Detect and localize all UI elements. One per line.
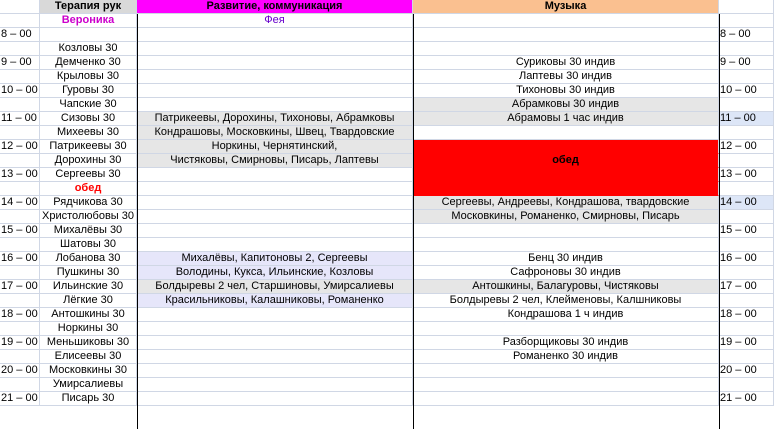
schedule-row	[0, 322, 774, 336]
music-cell[interactable]	[413, 140, 719, 154]
time-right-cell[interactable]: 12 – 00	[719, 140, 774, 154]
schedule-row	[0, 70, 774, 84]
time-cell[interactable]	[0, 42, 40, 56]
development-cell[interactable]	[137, 378, 413, 392]
time-cell[interactable]	[0, 210, 40, 224]
hands-therapy-cell[interactable]: Норкины 30	[40, 322, 137, 336]
schedule-row	[0, 210, 774, 224]
schedule-row	[0, 266, 774, 280]
music-cell[interactable]: Сафроновы 30 индив	[413, 266, 719, 280]
music-cell[interactable]: Антошкины, Балагуровы, Чистяковы	[413, 280, 719, 294]
music-cell[interactable]: Сергеевы, Андреевы, Кондрашова, твардовские	[413, 196, 719, 210]
column-separator	[413, 14, 414, 429]
header-right-cell[interactable]	[719, 0, 774, 14]
development-cell[interactable]: Красильниковы, Калашниковы, Романенко	[137, 294, 413, 308]
music-cell[interactable]: Болдыревы 2 чел, Клейменовы, Калшниковы	[413, 294, 719, 308]
development-cell[interactable]	[137, 84, 413, 98]
hands-therapy-cell[interactable]: обед	[40, 182, 137, 196]
hands-therapy-cell[interactable]: Христолюбовы 30	[40, 210, 137, 224]
time-right-cell[interactable]	[719, 294, 774, 308]
time-right-cell[interactable]	[719, 182, 774, 196]
schedule-row	[0, 98, 774, 112]
time-right-cell[interactable]: 13 – 00	[719, 168, 774, 182]
time-right-cell[interactable]: 11 – 00	[719, 112, 774, 126]
development-cell[interactable]	[137, 196, 413, 210]
music-cell[interactable]: Московкины, Романенко, Смирновы, Писарь	[413, 210, 719, 224]
time-right-cell[interactable]: 20 – 00	[719, 364, 774, 378]
hands-therapy-cell[interactable]: Умирсалиевы	[40, 378, 137, 392]
time-right-cell[interactable]	[719, 42, 774, 56]
time-cell[interactable]	[0, 294, 40, 308]
header-music[interactable]: Музыка	[413, 0, 719, 14]
time-cell[interactable]	[0, 154, 40, 168]
development-cell[interactable]	[137, 224, 413, 238]
schedule-row	[0, 336, 774, 350]
time-right-cell[interactable]	[719, 70, 774, 84]
development-cell[interactable]	[137, 56, 413, 70]
time-right-cell[interactable]	[719, 126, 774, 140]
header-hands-therapy[interactable]: Терапия рук	[40, 0, 137, 14]
development-cell[interactable]: Чистяковы, Смирновы, Писарь, Лаптевы	[137, 154, 413, 168]
time-cell[interactable]: 11 – 00	[0, 112, 40, 126]
time-right-cell[interactable]: 8 – 00	[719, 28, 774, 42]
time-cell[interactable]: 8 – 00	[0, 28, 40, 42]
time-right-cell[interactable]	[719, 266, 774, 280]
hands-therapy-cell[interactable]: Гуровы 30	[40, 84, 137, 98]
time-cell[interactable]	[0, 98, 40, 112]
music-cell[interactable]	[413, 392, 719, 406]
time-cell[interactable]: 9 – 00	[0, 56, 40, 70]
schedule-row	[0, 294, 774, 308]
hands-therapy-cell[interactable]: Пушкины 30	[40, 266, 137, 280]
hands-therapy-cell[interactable]: Ильинские 30	[40, 280, 137, 294]
hands-therapy-cell[interactable]: Меньшиковы 30	[40, 336, 137, 350]
schedule-row	[0, 392, 774, 406]
music-cell[interactable]: Бенц 30 индив	[413, 252, 719, 266]
time-cell[interactable]: 10 – 00	[0, 84, 40, 98]
subheader-row	[0, 14, 774, 28]
time-cell[interactable]	[0, 322, 40, 336]
development-cell[interactable]: Патрикеевы, Дорохины, Тихоновы, Абрамковы	[137, 112, 413, 126]
time-right-cell[interactable]: 21 – 00	[719, 392, 774, 406]
development-cell[interactable]	[137, 28, 413, 42]
music-cell[interactable]	[413, 126, 719, 140]
development-cell[interactable]	[137, 70, 413, 84]
time-right-cell[interactable]	[719, 98, 774, 112]
hands-therapy-cell[interactable]: Дорохины 30	[40, 154, 137, 168]
hands-therapy-cell[interactable]: Лобанова 30	[40, 252, 137, 266]
development-cell[interactable]: Володины, Кукса, Ильинские, Козловы	[137, 266, 413, 280]
development-cell[interactable]	[137, 238, 413, 252]
time-cell[interactable]	[0, 350, 40, 364]
music-cell[interactable]: Кондрашова 1 ч индив	[413, 308, 719, 322]
schedule-row	[0, 56, 774, 70]
hands-therapy-cell[interactable]: Московкины 30	[40, 364, 137, 378]
time-right-cell[interactable]	[719, 350, 774, 364]
music-cell[interactable]: Романенко 30 индив	[413, 350, 719, 364]
hands-therapy-cell[interactable]: Козловы 30	[40, 42, 137, 56]
time-right-cell[interactable]: 9 – 00	[719, 56, 774, 70]
development-cell[interactable]	[137, 392, 413, 406]
hands-therapy-cell[interactable]: Елисеевы 30	[40, 350, 137, 364]
hands-therapy-cell[interactable]: Рядчикова 30	[40, 196, 137, 210]
development-cell[interactable]	[137, 168, 413, 182]
hands-therapy-cell[interactable]: Михалёвы 30	[40, 224, 137, 238]
time-cell[interactable]	[0, 182, 40, 196]
schedule-row	[0, 112, 774, 126]
development-cell[interactable]: Михалёвы, Капитоновы 2, Сергеевы	[137, 252, 413, 266]
time-right-cell[interactable]	[719, 322, 774, 336]
music-cell[interactable]: Абрамовы 1 час индив	[413, 112, 719, 126]
music-cell[interactable]	[413, 28, 719, 42]
hands-therapy-cell[interactable]: Писарь 30	[40, 392, 137, 406]
time-cell[interactable]: 21 – 00	[0, 392, 40, 406]
schedule-row	[0, 182, 774, 196]
development-cell[interactable]: Норкины, Чернятинский,	[137, 140, 413, 154]
schedule-row	[0, 224, 774, 238]
music-cell[interactable]	[413, 238, 719, 252]
schedule-row	[0, 84, 774, 98]
schedule-row	[0, 140, 774, 154]
music-cell[interactable]: обед	[413, 154, 719, 168]
subheader-right-cell[interactable]	[719, 14, 774, 28]
time-cell[interactable]: 17 – 00	[0, 280, 40, 294]
music-cell[interactable]	[413, 182, 719, 196]
development-cell[interactable]	[137, 322, 413, 336]
hands-therapy-cell[interactable]: Чапские 30	[40, 98, 137, 112]
time-right-cell[interactable]: 17 – 00	[719, 280, 774, 294]
time-cell[interactable]	[0, 70, 40, 84]
schedule-row	[0, 252, 774, 266]
music-cell[interactable]	[413, 322, 719, 336]
schedule-row	[0, 364, 774, 378]
development-cell[interactable]	[137, 350, 413, 364]
time-cell[interactable]	[0, 126, 40, 140]
music-cell[interactable]	[413, 224, 719, 238]
development-cell[interactable]: Кондрашовы, Московкины, Швец, Твардовские	[137, 126, 413, 140]
music-cell[interactable]: Разборщиковы 30 индив	[413, 336, 719, 350]
schedule-row	[0, 350, 774, 364]
development-cell[interactable]	[137, 336, 413, 350]
schedule-row	[0, 238, 774, 252]
music-cell[interactable]: Абрамковы 30 индив	[413, 98, 719, 112]
time-cell[interactable]	[0, 378, 40, 392]
therapist-name-veronika[interactable]: Вероника	[40, 14, 137, 28]
hands-therapy-cell[interactable]: Лёгкие 30	[40, 294, 137, 308]
schedule-row	[0, 42, 774, 56]
schedule-row	[0, 196, 774, 210]
time-right-cell[interactable]	[719, 210, 774, 224]
time-right-cell[interactable]: 19 – 00	[719, 336, 774, 350]
hands-therapy-cell[interactable]: Антошкины 30	[40, 308, 137, 322]
time-cell[interactable]: 16 – 00	[0, 252, 40, 266]
hands-therapy-cell[interactable]	[40, 28, 137, 42]
development-cell[interactable]	[137, 98, 413, 112]
music-cell[interactable]: Лаптевы 30 индив	[413, 70, 719, 84]
time-cell[interactable]	[0, 266, 40, 280]
music-cell[interactable]	[413, 168, 719, 182]
time-cell[interactable]: 13 – 00	[0, 168, 40, 182]
subheader-corner-cell[interactable]	[0, 14, 40, 28]
development-cell[interactable]	[137, 210, 413, 224]
development-cell[interactable]	[137, 364, 413, 378]
development-cell[interactable]	[137, 308, 413, 322]
header-corner-cell[interactable]	[0, 0, 40, 14]
therapist-name-feya[interactable]: Фея	[137, 14, 413, 28]
time-cell[interactable]: 15 – 00	[0, 224, 40, 238]
hands-therapy-cell[interactable]: Михеевы 30	[40, 126, 137, 140]
hands-therapy-cell[interactable]: Крыловы 30	[40, 70, 137, 84]
hands-therapy-cell[interactable]: Патрикеевы 30	[40, 140, 137, 154]
time-cell[interactable]: 20 – 00	[0, 364, 40, 378]
hands-therapy-cell[interactable]: Сизовы 30	[40, 112, 137, 126]
time-cell[interactable]	[0, 238, 40, 252]
development-cell[interactable]	[137, 182, 413, 196]
schedule-row	[0, 308, 774, 322]
music-cell[interactable]	[413, 42, 719, 56]
development-cell[interactable]	[137, 42, 413, 56]
time-cell[interactable]: 12 – 00	[0, 140, 40, 154]
header-row	[0, 0, 774, 14]
time-cell[interactable]: 18 – 00	[0, 308, 40, 322]
music-cell[interactable]: Суриковы 30 индив	[413, 56, 719, 70]
time-right-cell[interactable]: 16 – 00	[719, 252, 774, 266]
header-development[interactable]: Развитие, коммуникация	[137, 0, 413, 14]
schedule-row	[0, 168, 774, 182]
hands-therapy-cell[interactable]: Сергеевы 30	[40, 168, 137, 182]
schedule-row	[0, 28, 774, 42]
column-separator	[137, 14, 138, 429]
hands-therapy-cell[interactable]: Демченко 30	[40, 56, 137, 70]
time-cell[interactable]: 14 – 00	[0, 196, 40, 210]
time-cell[interactable]: 19 – 00	[0, 336, 40, 350]
time-right-cell[interactable]	[719, 238, 774, 252]
time-right-cell[interactable]: 15 – 00	[719, 224, 774, 238]
time-right-cell[interactable]: 14 – 00	[719, 196, 774, 210]
music-cell[interactable]	[413, 378, 719, 392]
music-cell[interactable]	[413, 364, 719, 378]
hands-therapy-cell[interactable]: Шатовы 30	[40, 238, 137, 252]
schedule-row	[0, 126, 774, 140]
development-cell[interactable]: Болдыревы 2 чел, Старшиновы, Умирсалиевы	[137, 280, 413, 294]
time-right-cell[interactable]	[719, 378, 774, 392]
schedule-row	[0, 378, 774, 392]
column-separator	[719, 14, 720, 429]
schedule-row	[0, 280, 774, 294]
time-right-cell[interactable]: 10 – 00	[719, 84, 774, 98]
time-right-cell[interactable]: 18 – 00	[719, 308, 774, 322]
subheader-music-cell[interactable]	[413, 14, 719, 28]
music-cell[interactable]: Тихоновы 30 индив	[413, 84, 719, 98]
time-right-cell[interactable]	[719, 154, 774, 168]
schedule-row	[0, 154, 774, 168]
